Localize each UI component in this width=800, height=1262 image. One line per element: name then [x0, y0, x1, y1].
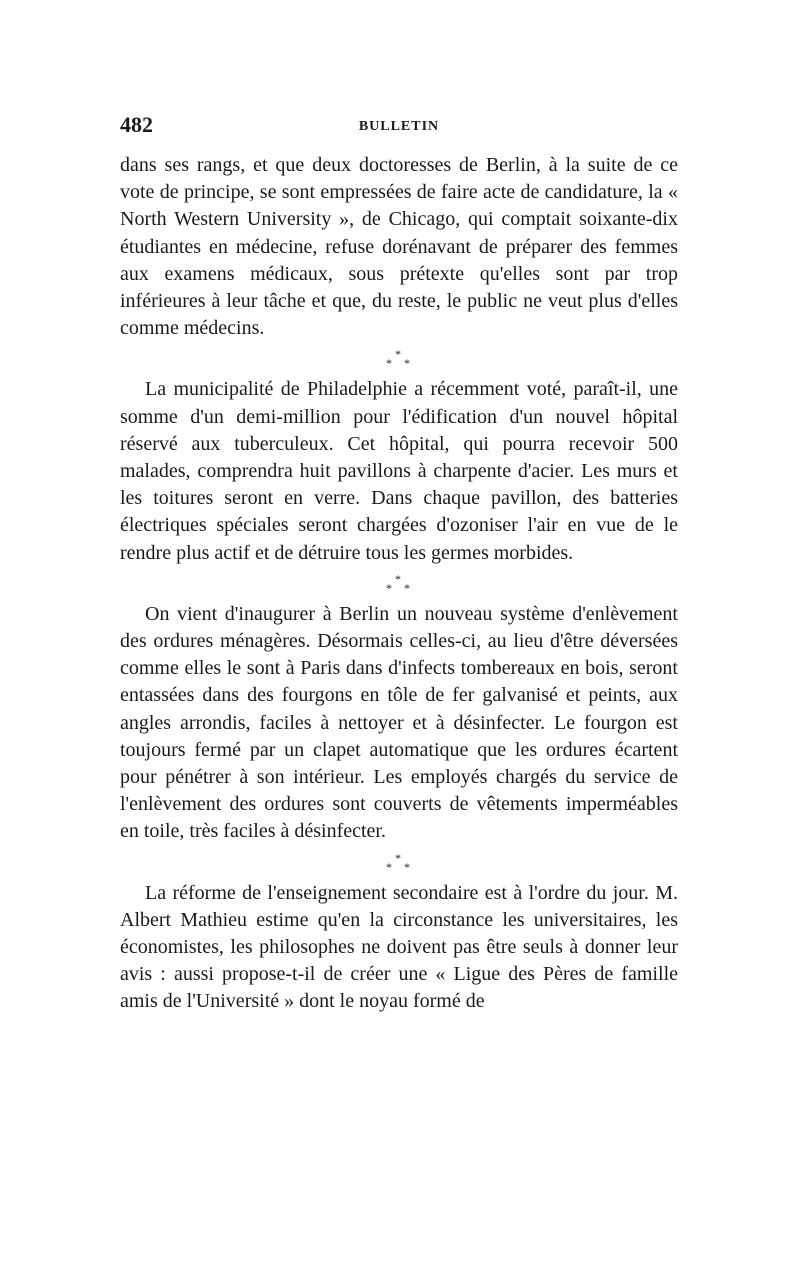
- paragraph-berlin: On vient d'inaugurer à Berlin un nouveau système d'enlèvement des ordures ménagères. Désormais celles-ci, au lieu d'être déversées comme elles le sont à Paris dans d'infects tombereaux en bois, seront entassées dans des fourgons en tôle de fer galvanisé et peints, aux angles arrondis, faciles à nettoyer et à désinfecter. Le fourgon est toujours fermé par un clapet automatique que les ordures écartent pour pénétrer à son intérieur. Les employés chargés du service de l'enlèvement des ordures sont couverts de vêtements imperméables en toile, très faciles à désinfecter.: [120, 602, 678, 843]
- asterism-star: *: [395, 850, 401, 865]
- running-title: BULLETIN: [358, 119, 440, 134]
- asterism-star: *: [395, 347, 401, 362]
- asterism-star: *: [404, 356, 410, 371]
- asterism-star: *: [386, 356, 392, 371]
- body-text: [120, 152, 678, 1016]
- page-number: 482: [120, 112, 153, 137]
- page-header: [120, 112, 678, 142]
- paragraph-philadelphia: La municipalité de Philadelphie a récemment voté, paraît-il, une somme d'un demi-million pour l'édification d'un nouvel hôpital réservé aux tuberculeux. Cet hôpital, qui pourra recevoir 500 malades, comprendra huit pavillons à charpente d'acier. Les murs et les toitures seront en verre. Dans chaque pavillon, des batteries électriques spéciales seront chargées d'ozoniser l'air en vue de le rendre plus actif et de détruire tous les germes morbides.: [120, 378, 678, 564]
- asterism-star: *: [395, 571, 401, 586]
- asterism-star: *: [404, 580, 410, 595]
- asterism-star: *: [386, 859, 392, 874]
- paragraph-reforme: La réforme de l'enseignement secondaire est à l'ordre du jour. M. Albert Mathieu estime qu'en la circonstance les universitaires, les économistes, les philosophes ne doivent pas être seuls à donner leur avis : aussi propose-t-il de créer une « Ligue des Pères de famille amis de l'Université » dont le noyau formé de: [120, 881, 678, 1013]
- paragraph-continuation: dans ses rangs, et que deux doctoresses de Berlin, à la suite de ce vote de principe, se sont empressées de faire acte de candidature, la « North Western University », de Chicago, qui comptait soixante-dix étudiantes en médecine, refuse dorénavant de préparer des femmes aux examens médicaux, sous prétexte qu'elles sont par trop inférieures à leur tâche et que, du reste, le public ne veut plus d'elles comme médecins.: [120, 154, 678, 340]
- asterism-separator: [379, 567, 419, 601]
- asterism-star: *: [386, 580, 392, 595]
- asterism-separator: [379, 342, 419, 376]
- asterism-star: *: [404, 859, 410, 874]
- asterism-separator: [379, 846, 419, 880]
